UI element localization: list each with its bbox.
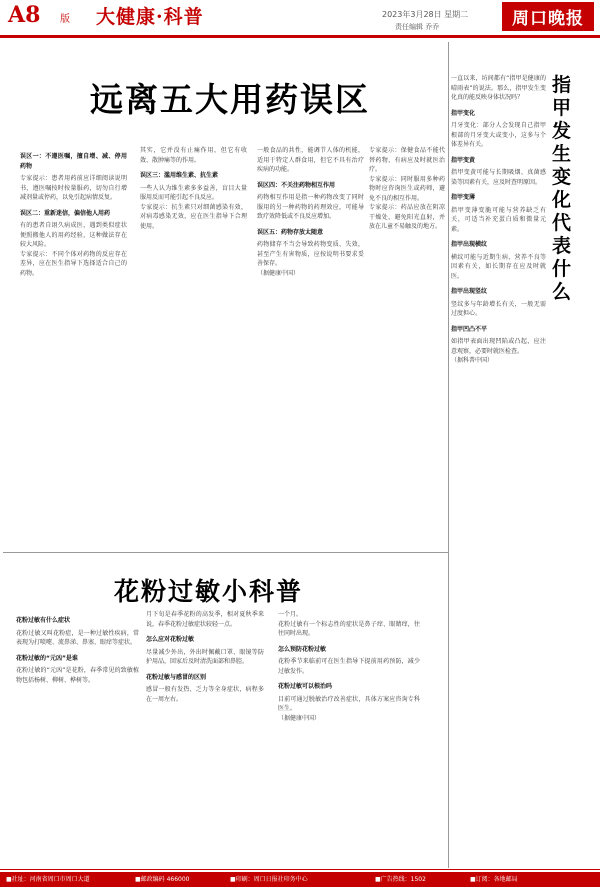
page-number: A8: [8, 2, 41, 28]
article2-col3-p5: 目前可通过脱敏治疗改善症状，具体方案应咨询专科医生。: [278, 695, 420, 712]
article1-title: 远离五大用药误区: [90, 80, 370, 119]
sidebar-p2: 月牙变化：部分人会发现自己指甲根部的月牙变大或变小，这多与个体差异有关。: [451, 122, 546, 148]
sidebar-p9: 指甲出现竖纹: [451, 288, 488, 295]
section-name: 大健康·科普: [96, 6, 204, 28]
article2-col1-p3: 花粉过敏的“元凶”是花粉，春季常见的致敏植物包括杨树、柳树、桦树等。: [16, 667, 139, 684]
article1-col1-p0: 误区一：不遵医嘱，擅自增、减、停用药物: [20, 153, 127, 170]
page-footer: [0, 869, 600, 894]
sidebar-p5: 指甲变薄: [451, 194, 476, 201]
article2-col2-p3: 花粉过敏与感冒的区别: [146, 673, 207, 681]
article1-col2: [140, 146, 247, 534]
footer-subscribe: ■订阅：各地邮局: [470, 876, 518, 883]
article1-col4-p0: 专家提示：保健食品不能代替药物，有病应及时就医治疗。: [369, 147, 445, 173]
article1-col1-p1: 专家提示：患者用药前应详细阅读说明书，遵医嘱按时按量服药，切勿自行增减剂量或停药，以免引起病情反复。: [20, 175, 127, 201]
article2-col1: [16, 610, 139, 858]
article2-col3-p6: （据健康中国）: [278, 714, 321, 722]
article2-col2-p2: 尽量减少外出，外出时佩戴口罩、眼镜等防护用品，回家后及时清洗面部和鼻腔。: [146, 648, 264, 665]
article1-col3-p2: 药物相互作用是指一种药物改变了同时服用的另一种药物的药理效应，可能导致疗效降低或不良反应增加。: [257, 194, 364, 220]
article2-col2-p0: 月下旬是春季花粉的高发季，相对夏秋季来说，春季花粉过敏症状较轻一点。: [146, 611, 264, 628]
issue-date: 2023年3月28日 星期二: [382, 10, 469, 19]
article2-col2-p4: 感冒一般有发热、乏力等全身症状，病程多在一周左右。: [146, 686, 264, 703]
article1-col1-p4: 专家提示：不同个体对药物的反应存在差异，应在医生指导下选择适合自己的药物。: [20, 250, 127, 277]
sidebar-p3: 指甲变黄: [451, 156, 476, 164]
page-suffix: 版: [60, 14, 70, 25]
sidebar-p11: 指甲凹凸不平: [451, 325, 488, 333]
article2-col3-p1: 花粉过敏有一个标志性的症状是鼻子痒、眼睛痒，往往同时出现。: [278, 620, 420, 637]
article1-col2-p1: 误区三：滥用维生素、抗生素: [140, 172, 219, 179]
sidebar-body: [451, 74, 546, 867]
article2-col3-p0: 一个月。: [278, 611, 303, 618]
page-header: [0, 0, 600, 34]
article1-col3-p4: 药物储存不当会导致药物变质、失效，甚至产生有害物质，应按说明书要求妥善保存。: [257, 241, 364, 267]
article1-col3-p5: （据健康中国）: [257, 269, 300, 277]
article1-col3-p3: 误区五：药物存放太随意: [257, 228, 324, 236]
article2-col3-p3: 花粉季节来临前可在医生指导下提前用药预防，减少过敏发作。: [278, 658, 420, 675]
sidebar-p0: 一直以来，坊间都有“指甲是健康的晴雨表”的说法。那么，指甲发生变化真的能反映身体状况吗？: [451, 75, 546, 101]
article1-col1-p3: 有的患者自诩久病成医，遇到类似症状便照搬他人的用药经验，这种做法存在较大风险。: [20, 222, 127, 248]
sidebar-p1: 指甲变化: [451, 109, 476, 117]
article1-col2-p0: 其实，它并没有止痛作用，但它有收敛、散肿痛等的作用。: [140, 147, 247, 164]
article2-title: 花粉过敏小科普: [114, 577, 304, 606]
sidebar-title: 指甲发生变化代表什么: [552, 74, 572, 303]
article1-col1: [20, 146, 127, 534]
footer-printer: ■印刷：周口日报社印务中心: [230, 876, 308, 883]
article2-col3: [278, 610, 420, 858]
footer-address: ■社址：河南省周口市周口大道: [6, 876, 90, 883]
article2-col2: [146, 610, 264, 858]
article1-col2-p3: 专家提示：抗生素只对细菌感染有效，对病毒感染无效，应在医生指导下合理使用。: [140, 203, 247, 230]
header-rule: [0, 35, 600, 38]
sidebar-p12: 如指甲表面出现凹陷或凸起，应注意观察，必要时就医检查。: [451, 338, 546, 355]
article1-col4-p2: 专家提示：药品应放在阴凉干燥处，避免阳光直射，并放在儿童不易触及的地方。: [369, 204, 445, 230]
article1-col2-p2: 一些人认为维生素多多益善，盲目大量服用反而可能引起不良反应。: [140, 184, 247, 201]
article1-col4: [369, 146, 445, 566]
sidebar-p13: （据科普中国）: [451, 357, 494, 364]
article2-col3-p4: 花粉过敏可以根治吗: [278, 683, 333, 690]
article2-col1-p0: 花粉过敏有什么症状: [16, 617, 71, 624]
article2-col1-p2: 花粉过敏的“元凶”是谁: [16, 654, 78, 662]
masthead-logo: 周口晚报: [502, 2, 594, 31]
editor-credit: 责任编辑 乔乔: [395, 23, 440, 31]
article1-col3: [257, 146, 364, 534]
article2-col3-p2: 怎么预防花粉过敏: [278, 645, 327, 653]
article1-col3-p0: 一般食品的共性，能调节人体的机能，适用于特定人群食用，但它不具有治疗疾病的功能。: [257, 147, 364, 173]
sidebar-p8: 横纹可能与近期生病、营养不良等因素有关，如长期存在应及时就医。: [451, 253, 546, 280]
article1-col4-p1: 专家提示：同时服用多种药物时应咨询医生或药师，避免不良的相互作用。: [369, 175, 445, 202]
article2-col1-p1: 花粉过敏又叫花粉症，是一种过敏性疾病，常表现为打喷嚏、流鼻涕、鼻塞、眼痒等症状。: [16, 629, 139, 646]
sidebar-p10: 竖纹多与年龄增长有关，一般无需过度担心。: [451, 300, 546, 317]
article1-col1-p2: 误区二：重新迷信，偏信他人用药: [20, 209, 111, 217]
footer-ad-line: ■广告热线：1502: [375, 876, 426, 883]
column-divider: [448, 42, 449, 868]
footer-postcode: ■邮政编码 466000: [135, 876, 190, 883]
sidebar-p7: 指甲出现横纹: [451, 241, 488, 248]
article2-col2-p1: 怎么应对花粉过敏: [146, 636, 195, 643]
sidebar-p4: 指甲变黄可能与长期吸烟、真菌感染等因素有关，应及时查明原因。: [451, 169, 546, 186]
sidebar-p6: 指甲变薄变脆可能与营养缺乏有关，可适当补充蛋白质和微量元素。: [451, 206, 546, 233]
article1-col3-p1: 误区四：不关注药物相互作用: [257, 181, 336, 189]
